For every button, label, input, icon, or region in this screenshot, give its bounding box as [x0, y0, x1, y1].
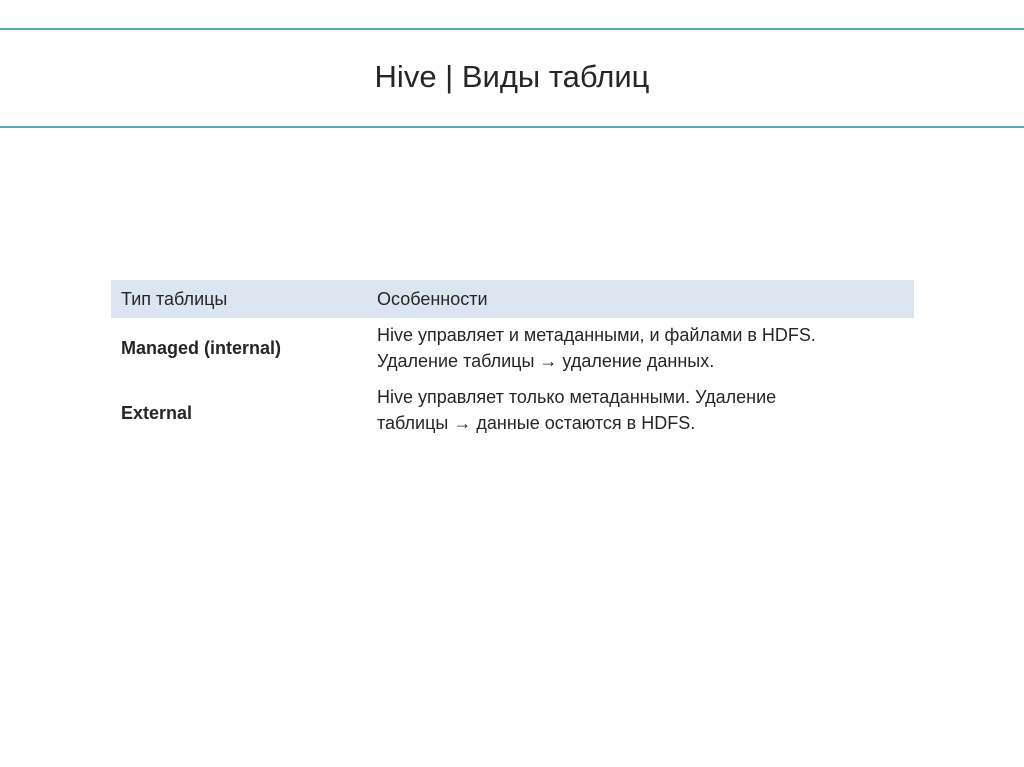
- header-features: Особенности: [377, 288, 488, 309]
- table-header: [111, 280, 914, 318]
- title-bottom-rule: [0, 126, 1024, 128]
- slide-title: Hive | Виды таблиц: [374, 59, 650, 94]
- table-row: [111, 318, 914, 380]
- row-type-managed: Managed (internal): [121, 338, 282, 358]
- feature-line: Удаление таблицы → удаление данных.: [377, 351, 715, 371]
- feature-line: Hive управляет только метаданными. Удаление: [377, 387, 777, 407]
- table-row: [111, 380, 914, 446]
- title-top-rule: [0, 28, 1024, 30]
- feature-line: таблицы → данные остаются в HDFS.: [377, 413, 696, 433]
- table-body: [111, 318, 914, 446]
- header-type: Тип таблицы: [121, 288, 228, 309]
- table-header-row: [111, 280, 914, 318]
- row-type-external: External: [121, 403, 193, 423]
- table-types: [111, 280, 914, 446]
- row-features-external: [377, 380, 914, 446]
- row-features-managed: [377, 318, 914, 380]
- feature-line: Hive управляет и метаданными, и файлами в HDFS.: [377, 325, 816, 345]
